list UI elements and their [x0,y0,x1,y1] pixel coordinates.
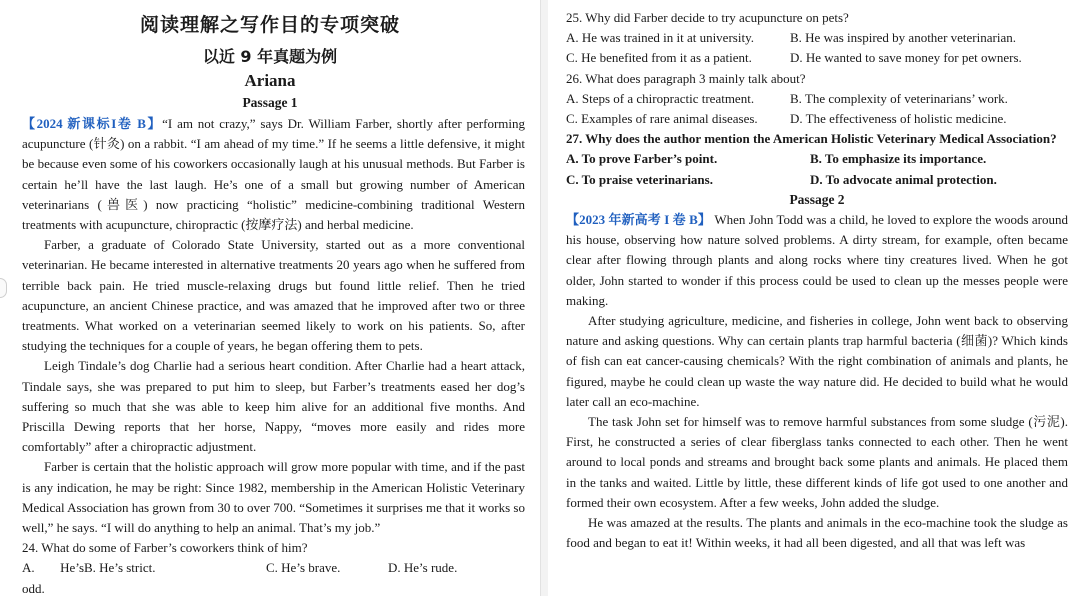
question-26: 26. What does paragraph 3 mainly talk about? [566,70,806,86]
option-c: C. Examples of rare animal diseases. [566,111,758,127]
exam-source-tag: 【2024 新课标I卷 B】 [22,116,163,131]
option-c: C. He’s brave. [266,560,341,576]
paragraph: After studying agriculture, medicine, and fisheries in college, John went back to observing nature and asking questions. Why can certain plants trap harmful bacteria (细菌)? Which kinds of fish can eat cancer-causing chemicals? With the right combination of animals and plants, he figured, maybe he could clean up waste the way nature did. He decided to build what he would later call an eco-machine. [566,313,1068,409]
option-b: B. The complexity of veterinarians’ work. [790,90,1008,106]
paragraph: Farber, a graduate of Colorado State University, started out as a more conventional veterinarian. He became interested in alternative treatments 20 years ago when he suffered from terrible back pain. He tried muscle-relaxing drugs but found little relief. Then he tried acupuncture, an ancient Chinese practice, and was amazed that he improved after two or three treatments. What worked on a veterinarian seemed likely to work on his patients. So, after studying the techniques for a couple of years, he began offering them to pets. [22,237,525,354]
option-d: D. To advocate animal protection. [810,171,997,187]
option-a: A. He’s odd. [22,560,84,596]
document-subtitle: 以近 9 年真题为例 [202,47,338,66]
page-edge-handle[interactable] [0,278,7,298]
question-26-options-cd [566,109,1068,129]
option-a: A. He was trained in it at university. [566,30,754,46]
question-25-options-cd [566,48,1068,68]
paragraph-text: “I am not crazy,” says Dr. William Farber, shortly after performing acupuncture (针灸) on a rabbit. “I am ahead of my time.” If he seems a little defensive, it might be because even some of his coworkers occasionally laugh at his unusual methods. But Farber is certain he’ll have the last laugh. He’s one of a small but growing number of American veterinarians (兽医) now practicing “holistic” medicine-combining traditional Western treatments with acupuncture, chiropractic (按摩疗法) and herbal medicine. [22,116,525,233]
question-27-options-ab [566,149,1068,169]
option-b: B. He’s strict. [84,560,156,576]
paragraph: Farber is certain that the holistic approach will grow more popular with time, and if the past is any indication, he may be right: Since 1982, membership in the American Holistic Veterinary Medical Association has grown from 30 to over 700. “Sometimes it surprises me that it works so well,” he says. “I will do anything to help an animal. That’s my job.” [22,459,525,536]
document-title: 阅读理解之写作目的专项突破 [139,14,400,36]
question-26-options-ab [566,89,1068,109]
option-c: C. To praise veterinarians. [566,171,713,187]
paragraph [22,114,525,235]
passage-1-title: Passage 1 [242,95,298,110]
paragraph-text: When John Todd was a child, he loved to explore the woods around his house, observing how nature solved problems. A dirty stream, for example, often became clear after flowing through plants and along rocks where tiny creatures lived. When he got older, John started to wonder if this process could be used to clean up the messes people were making. [566,212,1068,308]
question-27-options-cd [566,170,1068,190]
option-b: B. He was inspired by another veterinarian. [790,30,1016,46]
question-25-options-ab [566,28,1068,48]
question-25: 25. Why did Farber decide to try acupuncture on pets? [566,10,849,25]
option-d: D. The effectiveness of holistic medicine. [790,111,1007,127]
question-27: 27. Why does the author mention the American Holistic Veterinary Medical Association? [566,131,1057,147]
right-page [548,0,1080,596]
right-page-body [566,8,1068,553]
question-24: 24. What do some of Farber’s coworkers think of him? [22,540,308,556]
paragraph: He was amazed at the results. The plants and animals in the eco-machine took the sludge as food and began to eat it! Within weeks, it had all been digested, and all that was left was [566,515,1068,551]
question-24-options [22,558,525,596]
paragraph [566,210,1068,311]
option-d: D. He’s rude. [388,560,458,576]
option-b: B. To emphasize its importance. [810,151,987,167]
passage-2-title: Passage 2 [789,191,845,207]
paragraph: Leigh Tindale’s dog Charlie had a serious heart condition. After Charlie had a heart attack, Tindale says, she was prepared to put him to sleep, but Farber’s treatments eased her dog’s suffering so much that she was able to keep him alive for an additional five months. And Priscilla Dewing reports that her horse, Nappy, “moves more easily and rides more comfortably” after a chiropractic adjustment. [22,358,525,455]
option-c: C. He benefited from it as a patient. [566,50,752,66]
author-name: Ariana [244,71,296,90]
passage-1-body [22,114,525,596]
option-d: D. He wanted to save money for pet owners. [790,50,1022,66]
exam-source-tag: 【2023 年新高考 I 卷 B】 [566,212,712,228]
option-a: A. To prove Farber’s point. [566,151,718,167]
option-a: A. Steps of a chiropractic treatment. [566,90,755,106]
paragraph: The task John set for himself was to remove harmful substances from some sludge (污泥). First, he constructed a series of clear fiberglass tanks connected to each other. Then he went around to local ponds and streams and brought back some plants and animals. He placed them in the tanks and waited. Little by little, these different kinds of life got used to one another and formed their own ecosystem. After a few weeks, John added the sludge. [566,414,1068,510]
